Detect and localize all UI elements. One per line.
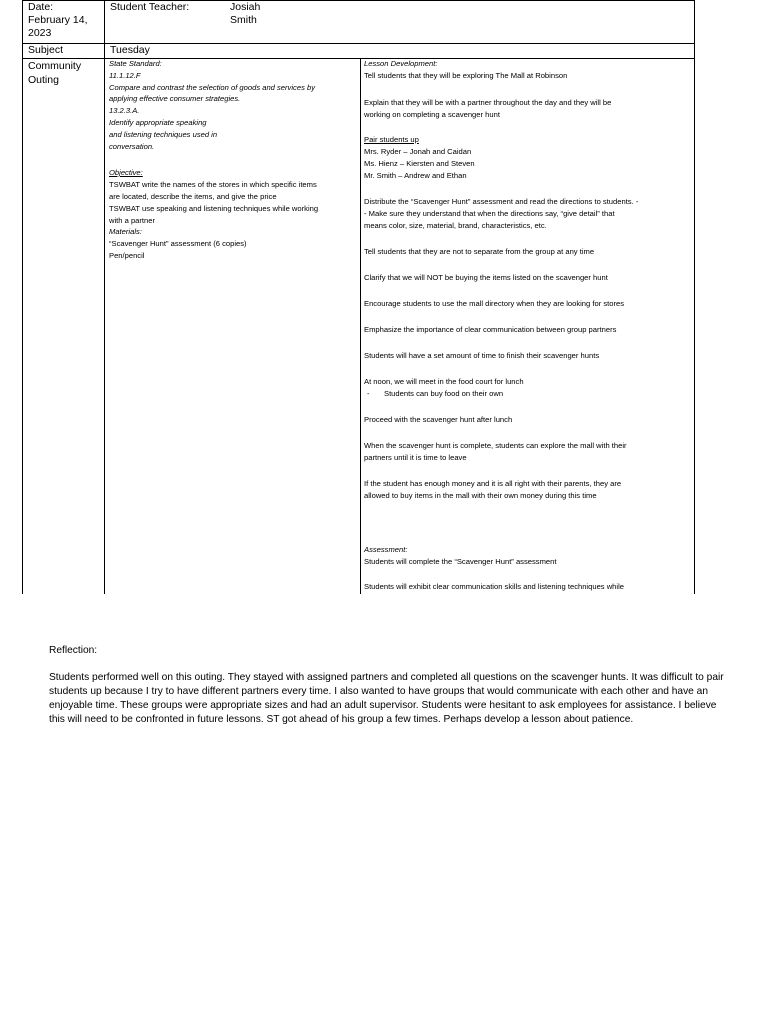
lesson-step: At noon, we will meet in the food court for lunch bbox=[364, 377, 524, 386]
assessment-heading: Assessment: bbox=[364, 545, 408, 554]
pairs-heading: Pair students up bbox=[364, 135, 419, 144]
standard-description: and listening techniques used in bbox=[109, 130, 218, 139]
column-divider bbox=[360, 59, 361, 594]
date-line: 2023 bbox=[28, 27, 52, 39]
objective-text: TSWBAT write the names of the stores in which specific items bbox=[109, 180, 317, 189]
reflection-heading: Reflection: bbox=[49, 645, 98, 656]
lesson-step: Proceed with the scavenger hunt after lunch bbox=[364, 415, 513, 424]
materials-heading: Materials: bbox=[109, 227, 142, 236]
lesson-step: Encourage students to use the mall directory when they are looking for stores bbox=[364, 299, 625, 308]
objective-text: TSWBAT use speaking and listening techniques while working bbox=[109, 204, 319, 213]
lesson-step: means color, size, material, brand, characteristics, etc. bbox=[364, 221, 547, 230]
pair-item: Mr. Smith – Andrew and Ethan bbox=[364, 171, 467, 180]
lesson-step: When the scavenger hunt is complete, students can explore the mall with their bbox=[364, 441, 627, 450]
lesson-heading: Lesson Development: bbox=[364, 59, 438, 68]
objective-text: with a partner bbox=[109, 216, 156, 225]
column-divider bbox=[104, 1, 105, 594]
standard-description: Compare and contrast the selection of goods and services by bbox=[109, 83, 315, 92]
teacher-first-name: Josiah bbox=[230, 1, 261, 13]
lesson-step: - Make sure they understand that when the directions say, “give detail” that bbox=[364, 209, 615, 218]
reflection-text: Students performed well on this outing. They stayed with assigned partners and completed all questions on the scavenger hunts. It was difficult to pair students up because I try to have different partners every time. I also wanted to have groups that would communicate with each other and have an enjoyable time. These groups were appropriate sizes and had an adult supervisor. Students were hesitant to ask employees for assistance. I believe this will need to be confronted in future lessons. ST got ahead of his group a few times. Perhaps develop a lesson about patience. bbox=[49, 672, 724, 725]
standard-description: conversation. bbox=[109, 142, 155, 151]
date-label: Date: bbox=[28, 1, 54, 13]
lesson-step: Emphasize the importance of clear communication between group partners bbox=[364, 325, 617, 334]
assessment-item: Students will complete the “Scavenger Hunt” assessment bbox=[364, 557, 557, 566]
standard-heading: State Standard: bbox=[109, 59, 162, 68]
teacher-last-name: Smith bbox=[230, 14, 257, 26]
subject-label: Subject bbox=[28, 44, 64, 56]
lesson-step: Distribute the “Scavenger Hunt” assessment and read the directions to students. - bbox=[364, 197, 639, 206]
date-line: February 14, bbox=[28, 14, 88, 26]
lesson-step: Explain that they will be with a partner throughout the day and they will be bbox=[364, 98, 612, 107]
lesson-plan-table bbox=[22, 0, 695, 594]
lesson-step: Tell students that they are not to separate from the group at any time bbox=[364, 247, 595, 256]
objective-text: are located, describe the items, and give the price bbox=[109, 192, 277, 201]
material-item: “Scavenger Hunt” assessment (6 copies) bbox=[109, 239, 247, 248]
bullet-item: Students can buy food on their own bbox=[384, 389, 504, 398]
standard-code: 13.2.3.A. bbox=[109, 106, 140, 115]
bullet-mark: - bbox=[367, 389, 370, 398]
lesson-step: Tell students that they will be exploring The Mall at Robinson bbox=[364, 71, 568, 80]
student-teacher-label: Student Teacher: bbox=[110, 1, 190, 13]
objective-heading: Objective: bbox=[109, 168, 143, 177]
standard-description: applying effective consumer strategies. bbox=[109, 94, 241, 103]
material-item: Pen/pencil bbox=[109, 251, 145, 260]
day-value: Tuesday bbox=[110, 44, 150, 56]
topic-line: Outing bbox=[28, 74, 59, 86]
pair-item: Mrs. Ryder – Jonah and Caidan bbox=[364, 147, 472, 156]
lesson-step: Clarify that we will NOT be buying the items listed on the scavenger hunt bbox=[364, 273, 608, 282]
standard-code: 11.1.12.F bbox=[109, 71, 141, 80]
lesson-step: Students will have a set amount of time to finish their scavenger hunts bbox=[364, 351, 600, 360]
lesson-step: If the student has enough money and it is all right with their parents, they are bbox=[364, 479, 622, 488]
lesson-step: working on completing a scavenger hunt bbox=[364, 110, 500, 119]
lesson-step: allowed to buy items in the mall with their own money during this time bbox=[364, 491, 597, 500]
topic-line: Community bbox=[28, 60, 82, 72]
lesson-step: partners until it is time to leave bbox=[364, 453, 467, 462]
assessment-item: Students will exhibit clear communication skills and listening techniques while bbox=[364, 582, 625, 591]
standard-description: Identify appropriate speaking bbox=[109, 118, 207, 127]
pair-item: Ms. Hienz – Kiersten and Steven bbox=[364, 159, 475, 168]
